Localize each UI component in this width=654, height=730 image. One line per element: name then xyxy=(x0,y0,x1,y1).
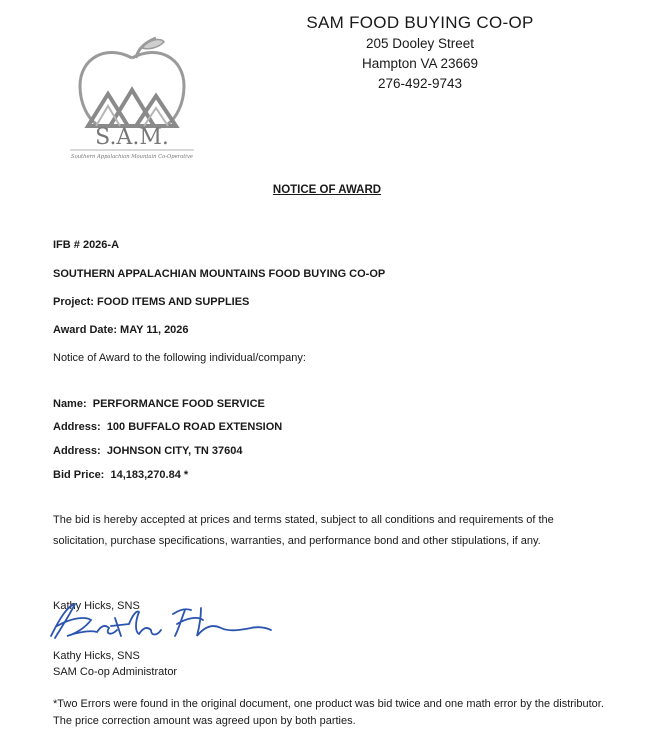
price-correction-footnote: *Two Errors were found in the original document, one product was bid twice and one math error by the distributor. The price correction amount was agreed upon by both parties. xyxy=(53,698,604,727)
address-line-2: JOHNSON CITY, TN 37604 xyxy=(106,445,243,457)
logo-letters: S.A.M. xyxy=(95,125,169,150)
org-phone: 276-492-9743 xyxy=(377,76,463,91)
bid-price-row xyxy=(53,469,188,481)
logo-tagline: Southern Appalachian Mountain Co-Operative xyxy=(71,154,193,160)
typed-name-above: Kathy Hicks, SNS xyxy=(53,600,140,612)
awardee-name-row xyxy=(53,398,265,410)
handwritten-signature xyxy=(45,600,275,646)
address-label: Address: xyxy=(53,421,101,433)
letterhead xyxy=(230,12,610,94)
awardee-address-row xyxy=(53,421,282,433)
org-street: 205 Dooley Street xyxy=(365,36,475,51)
ifb-number: IFB # 2026-A xyxy=(53,239,120,251)
project-line: Project: FOOD ITEMS AND SUPPLIES xyxy=(53,296,250,308)
address2-label: Address: xyxy=(53,445,101,457)
notice-title: NOTICE OF AWARD xyxy=(272,184,382,196)
org-name: SAM FOOD BUYING CO-OP xyxy=(306,13,534,32)
award-date: Award Date: MAY 11, 2026 xyxy=(53,324,189,336)
bid-value: 14,183,270.84 * xyxy=(110,469,189,481)
org-city: Hampton VA 23669 xyxy=(361,56,479,71)
award-intro: Notice of Award to the following individual/company: xyxy=(53,352,306,364)
sam-logo xyxy=(66,34,198,162)
awardee-address2-row xyxy=(53,445,243,457)
bid-label: Bid Price: xyxy=(53,469,105,481)
coop-name: SOUTHERN APPALACHIAN MOUNTAINS FOOD BUYING CO-OP xyxy=(53,268,386,280)
apple-mountains-icon xyxy=(66,34,198,162)
name-label: Name: xyxy=(53,398,87,410)
signer-name: Kathy Hicks, SNS xyxy=(53,650,140,662)
signer-title: SAM Co-op Administrator xyxy=(53,666,178,678)
acceptance-paragraph: The bid is hereby accepted at prices and terms stated, subject to all conditions and requirements of the solicitation, purchase specifications, warranties, and performance bond and other stipulations, if any. xyxy=(53,514,554,547)
address-line-1: 100 BUFFALO ROAD EXTENSION xyxy=(106,421,283,433)
name-value: PERFORMANCE FOOD SERVICE xyxy=(92,398,265,410)
